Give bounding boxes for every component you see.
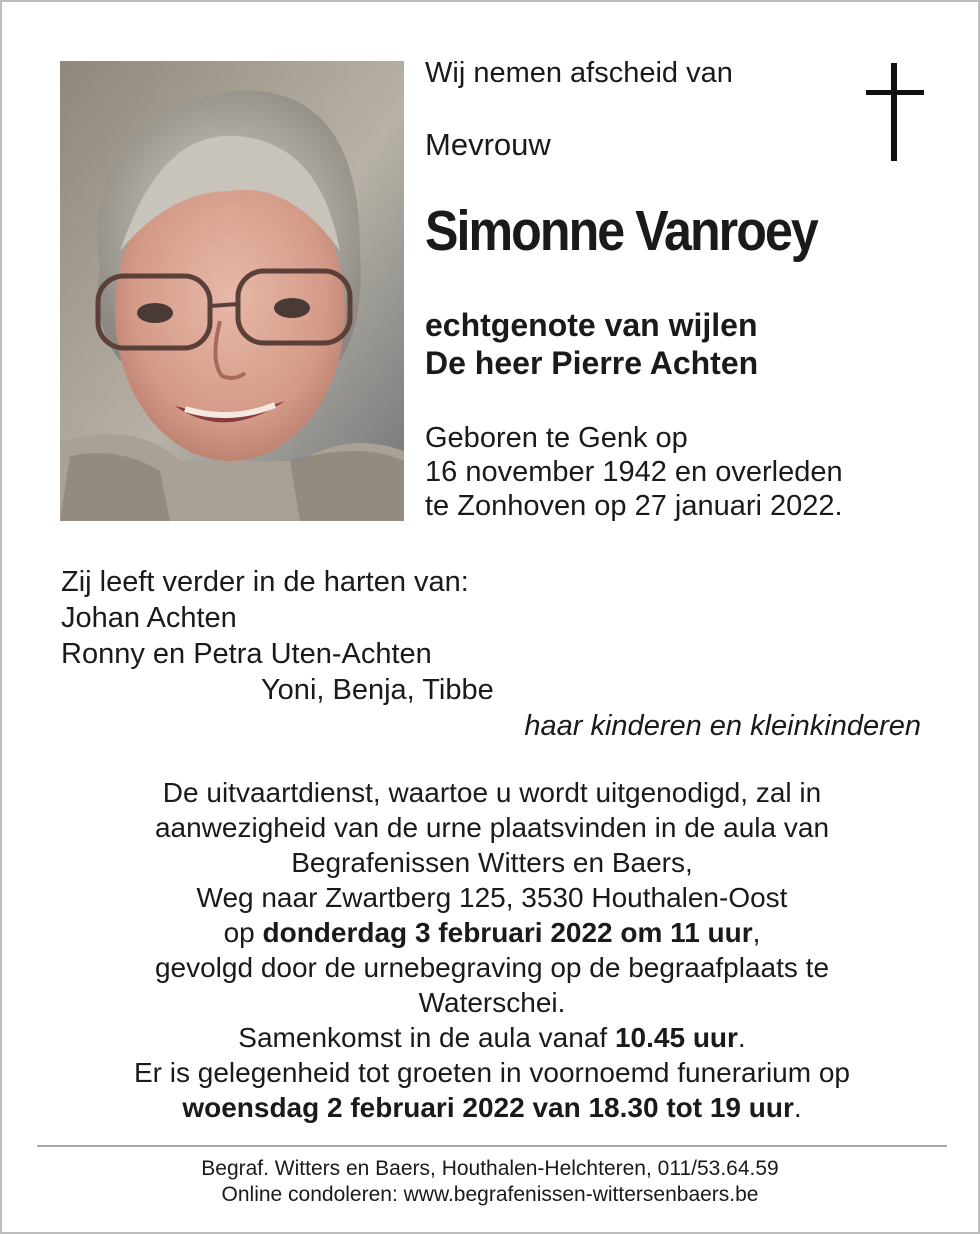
funeral-home-contact: Begraf. Witters en Baers, Houthalen-Helchteren, 011/53.64.59: [201, 1157, 779, 1180]
gathering-time: 10.45 uur: [614, 1022, 738, 1053]
gathering-suffix: .: [737, 1022, 746, 1053]
spouse-line: echtgenote van wijlen: [425, 307, 758, 343]
spouse-name: De heer Pierre Achten: [425, 345, 759, 381]
child-name: Ronny en Petra Uten-Achten: [61, 638, 432, 670]
service-line: Waterschei.: [418, 987, 566, 1018]
survivors-block: [61, 564, 921, 744]
footer: [2, 1156, 978, 1208]
service-date: donderdag 3 februari 2022 om 11 uur: [262, 917, 753, 948]
grandchildren-names: Yoni, Benja, Tibbe: [261, 674, 494, 706]
service-details: [42, 775, 942, 1125]
visitation-line: [42, 1090, 942, 1125]
birth-line: Geboren te Genk op: [425, 422, 688, 454]
online-condolences-link[interactable]: Online condoleren: www.begrafenissen-wittersenbaers.be: [221, 1183, 759, 1206]
deceased-name: Simonne Vanroey: [425, 199, 817, 263]
footer-divider: [37, 1145, 947, 1147]
service-address: Weg naar Zwartberg 125, 3530 Houthalen-Oost: [196, 882, 788, 913]
intro-text: Wij nemen afscheid van: [425, 57, 733, 89]
service-date-suffix: ,: [752, 917, 761, 948]
gathering-prefix: Samenkomst in de aula vanaf: [238, 1022, 615, 1053]
portrait-photo: [60, 61, 404, 521]
gathering-line: [42, 1020, 942, 1055]
service-date-line: [42, 915, 942, 950]
death-line: te Zonhoven op 27 januari 2022.: [425, 490, 843, 522]
service-line: De uitvaartdienst, waartoe u wordt uitgenodigd, zal in: [162, 777, 822, 808]
visitation-suffix: .: [793, 1092, 802, 1123]
service-date-prefix: op: [223, 917, 263, 948]
visitation-time: woensdag 2 februari 2022 van 18.30 tot 19 uur: [182, 1092, 794, 1123]
service-line: aanwezigheid van de urne plaatsvinden in de aula van: [154, 812, 830, 843]
spouse-block: [425, 306, 758, 382]
service-line: gevolgd door de urnebegraving op de begraafplaats te: [154, 952, 830, 983]
honorific: Mevrouw: [425, 127, 551, 162]
survivors-caption: haar kinderen en kleinkinderen: [524, 710, 921, 742]
birth-death-block: [425, 421, 843, 523]
birth-date-line: 16 november 1942 en overleden: [425, 456, 843, 488]
service-line: Er is gelegenheid tot groeten in voornoemd funerarium op: [134, 1057, 850, 1088]
child-name: Johan Achten: [61, 602, 237, 634]
cross-icon: [866, 63, 924, 161]
survivors-intro: Zij leeft verder in de harten van:: [61, 566, 469, 598]
service-line: Begrafenissen Witters en Baers,: [291, 847, 693, 878]
